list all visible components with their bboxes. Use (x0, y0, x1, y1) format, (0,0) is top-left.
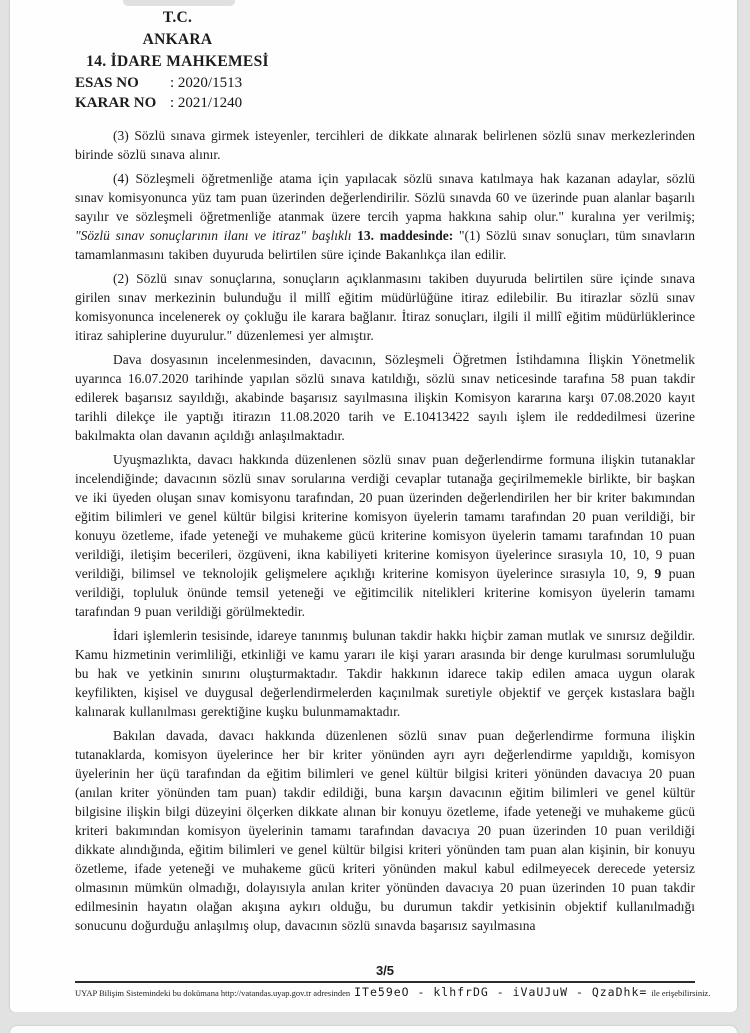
document-body (75, 126, 695, 935)
paragraph: Uyuşmazlıkta, davacı hakkında düzenlenen sözlü sınav puan değerlendirme formuna ilişkin tutanaklar incelendiğinde; davacının sözlü sınav sorularına verdiği cevaplar tutanağa geçirilmemekle birlikte, bir başkan ve iki üyeden oluşan sınav komisyonu tarafından, 20 puan üzerinden değerlendirilen her bir kriter bakımından eğitim bilimleri ve genel kültür bilgisi kriterine komisyon üyelerin tamamı tarafından 20 puan verildiği, bir konuyu özetleme, ifade yeteneği ve muhakeme gücü kriterine komisyon üyelerin tamamı tarafından 10 puan verildiği, iletişim becerileri, özgüveni, ikna kabiliyeti kriterine komisyon üyelerince sırasıyla 10, 10, 9 puan verildiği, bilimsel ve teknolojik gelişmelere açıklığı kriterine komisyon üyelerince sırasıyla 10, 9, 9 puan verildiği, topluluk önünde temsil yeteneği ve eğitimcilik nitelikleri kriterine komisyon üyelerin tamamı tarafından 9 puan verildiği görülmektedir. (75, 452, 696, 619)
paragraph: Bakılan davada, davacı hakkında düzenlenen sözlü sınav puan değerlendirme formuna ilişkin tutanaklarda, komisyon üyelerince her bir kriter yönünden ayrı ayrı değerlendirme yapıldığı, komisyon üyelerinin her üçü tarafından da eğitim bilimleri ve genel kültür bilgisi kriteri yönünden davacıya 20 puan (anılan kriter yönünden tam puan) takdir edildiği, buna karşın davacının eğitim bilimleri ve genel kültür bilgisine ilişkin bilgi düzeyini ölçerken dikkate alınan bir konuyu özetleme, ifade yeteneği ve muhakeme gücü kriteri bakımından komisyon üyelerinin tamamı tarafından davacıya 20 puan üzerinden 10 puan verildiği dikkate alındığında, eğitim bilimleri ve genel kültür bilgisi kriteri yönünden tam puan alan kişinin, bir konuyu özetleme, ifade yeteneği ve muhakeme gücü kriteri yönünden makul kabul edilmeyecek derecede yetersiz olmasının mümkün olmadığı, dolayısıyla anılan kriter yönünden davacıya 20 puan üzerinden 10 puan takdir edilmesinin hayatın olağan akışına aykırı olduğu, bu durumun takdir yetkisinin objektif kullanılmadığı sonucunu doğurduğu anlaşılmış olup, davacının sözlü sınavda başarısız sayılmasına (75, 728, 695, 933)
uyap-access-suffix: ile erişebilirsiniz. (651, 988, 711, 998)
court-name: 14. İDARE MAHKEMESİ (86, 53, 269, 70)
esas-no-row (75, 73, 695, 93)
city-label: ANKARA (142, 31, 213, 48)
footer-divider (75, 981, 695, 983)
uyap-access-line (75, 985, 711, 999)
document-page (10, 0, 737, 1012)
uyap-access-prefix: UYAP Bilişim Sistemindeki bu dokümana http://vatandas.uyap.gov.tr adresinden (75, 988, 351, 998)
page-gap (0, 1012, 750, 1026)
page-content (75, 0, 711, 1012)
paragraph: Dava dosyasının incelenmesinden, davacının, Sözleşmeli Öğretmen İstihdamına İlişkin Yönetmelik uyarınca 16.07.2020 tarihinde yapılan sözlü sınava katıldığı, sözlü sınav neticesinde tarafına 58 puan takdir edilerek başarısız sayıldığı, akabinde başarısız sayılmasına ilişkin Komisyon kararına karşı 07.08.2020 kayıt tarihli dilekçe ile yaptığı itirazın 11.08.2020 tarih ve E.10413422 sayılı işlem ile reddedilmesi üzerine bakılmakta olan davanın açıldığı anlaşılmaktadır. (75, 352, 695, 443)
verification-code: ITe59eO - klhfrDG - iVaUJuW - QzaDhk= (354, 985, 648, 999)
page-footer (75, 963, 711, 999)
paragraph: (4) Sözleşmeli öğretmenliğe atama için yapılacak sözlü sınava katılmaya hak kazanan adaylar, sözlü sınav komisyonunca yüz tam puan üzerinden değerlendirilir. Sözlü sınavda 60 ve üzerinde puan alanlar başarılı sayılır ve sözleşmeli öğretmenliğe atanmak üzere tercih yapma hakkına sahip olur." kuralına yer verilmiş; "Sözlü sınav sonuçlarının ilanı ve itiraz" başlıklı 13. maddesinde: "(1) Sözlü sınav sonuçları, tüm sınavların tamamlanmasını takiben duyuruda belirtilen süre içinde Bakanlıkça ilan edilir. (75, 171, 695, 262)
page-number: 3/5 (375, 963, 395, 978)
karar-no-row (75, 93, 695, 113)
esas-no-value: : 2020/1513 (170, 75, 243, 91)
paragraph: (3) Sözlü sınava girmek isteyenler, tercihleri de dikkate alınarak belirlenen sözlü sınav merkezlerinden birinde sözlü sınava alınır. (75, 128, 695, 162)
court-title-block (75, 7, 280, 73)
esas-no-label: ESAS NO (75, 75, 139, 91)
karar-no-value: : 2021/1240 (170, 95, 243, 111)
karar-no-label: KARAR NO (75, 95, 157, 111)
next-page-edge (10, 1026, 737, 1033)
paragraph: İdari işlemlerin tesisinde, idareye tanınmış bulunan takdir hakkı hiçbir zaman mutlak ve sınırsız değildir. Kamu hizmetinin verimliliği, etkinliği ve kamu yararı ile kişi yararı arasında bir denge kurulması sorumluluğu bu hak ve yetkinin sınırını oluşturmaktadır. Takdir hakkının idarece takip edilen amaca uygun olarak keyfilikten, kişisel ve duygusal değerlendirmelerden kaçınılmak suretiyle objektif ve gerçek kıstaslara bağlı kalınarak kullanılması gerektiğine kuşku bulunmamaktadır. (75, 628, 695, 719)
court-header (75, 0, 695, 113)
paragraph: (2) Sözlü sınav sonuçlarına, sonuçların açıklanmasını takiben duyuruda belirtilen süre içinde sınava girilen sınav merkezinin bulunduğu il millî eğitim müdürlüğüne itiraz edilebilir. Bu itirazlar sözlü sınav komisyonunca incelenerek oy çokluğu ile karara bağlanır. İtiraz sonuçları, ilgili il millî eğitim müdürlüklerince itiraz sahiplerine duyurulur." düzenlemesi yer almıştır. (75, 271, 695, 343)
republic-label: T.C. (162, 9, 193, 26)
